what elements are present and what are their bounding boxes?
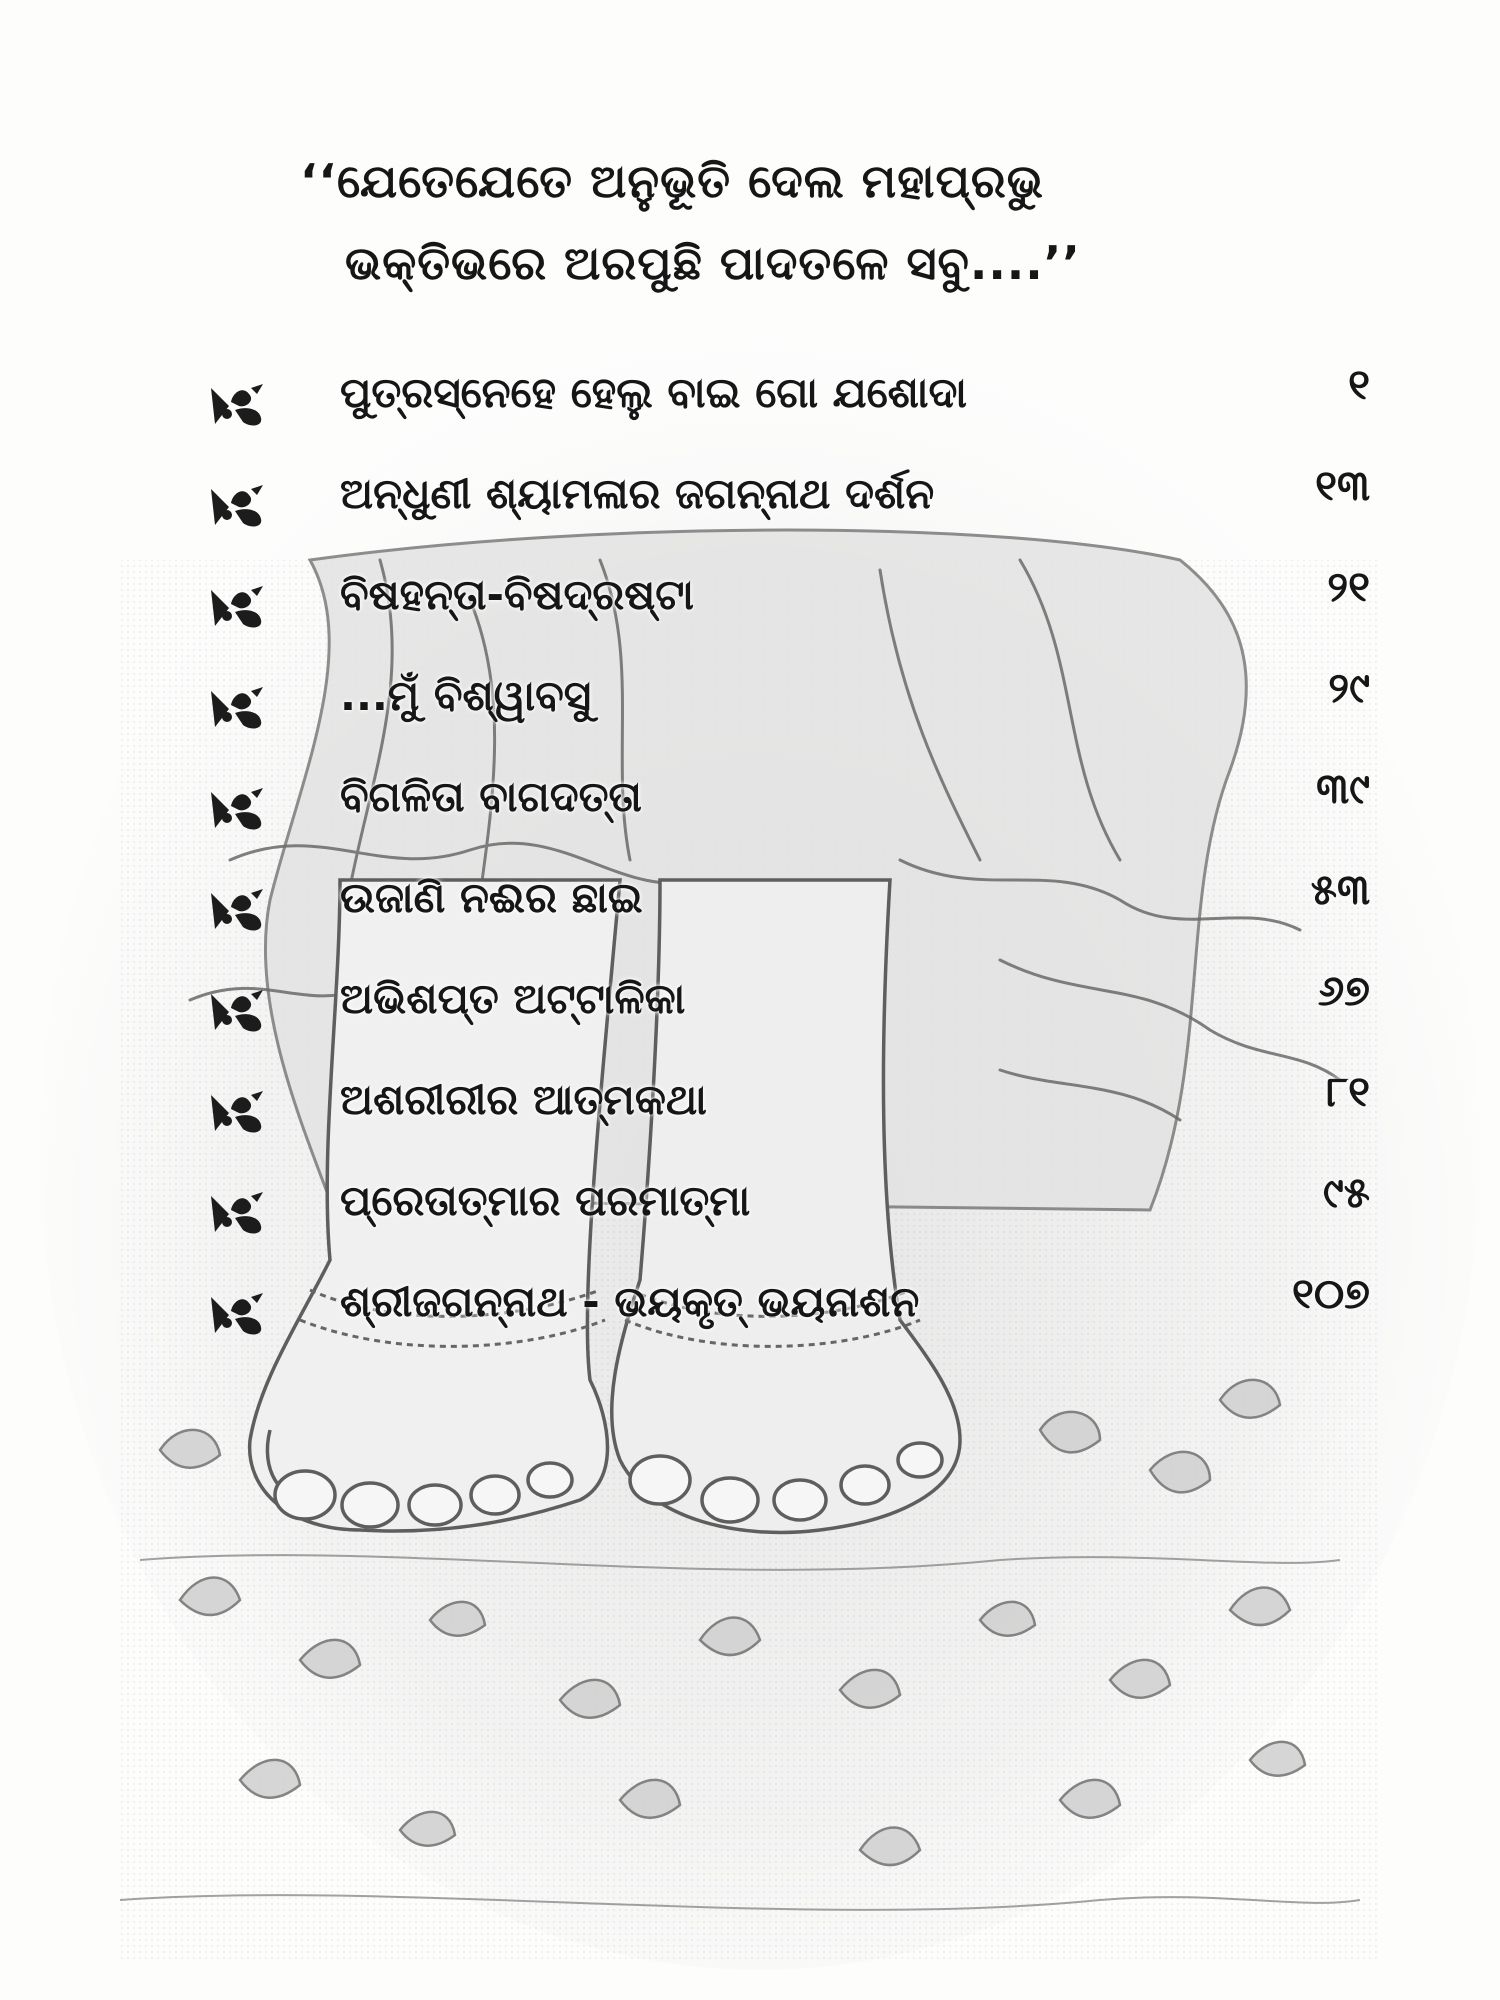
chapter-title: ଶ୍ରୀଜଗନ୍ନାଥ - ଭୟକୃତ୍ ଭୟନାଶନ [340,1277,920,1326]
chapter-title: ବିଷହନ୍ତା-ବିଷଦ୍ରଷ୍ଟା [340,570,694,619]
toc-row[interactable] [0,1158,1500,1259]
chapter-title: ଉଜାଣି ନଈର ଛାଇ [340,873,643,922]
floral-bullet-icon [205,582,267,634]
chapter-page-number: ୫୩ [1310,865,1370,914]
chapter-page-number: ୯୫ [1322,1168,1370,1217]
toc-row[interactable] [0,1259,1500,1360]
chapter-page-number: ୨୯ [1328,663,1370,712]
chapter-page-number: ୧ [1348,360,1370,409]
toc-row[interactable] [0,653,1500,754]
table-of-contents [0,350,1500,1360]
chapter-page-number: ୬୭ [1317,966,1370,1015]
chapter-page-number: ୩୯ [1316,764,1370,813]
epigraph [300,140,1120,304]
toc-row[interactable] [0,855,1500,956]
epigraph-line-2: ଭକ୍ତିଭରେ ଅରପୁଛି ପାଦତଳେ ସବୁ....’’ [345,236,1081,290]
chapter-title: ବିଗଳିତା ବାଗଦତ୍ତା [340,772,642,821]
chapter-page-number: ୧୩ [1315,461,1370,510]
chapter-title: ପୁତ୍ରସ୍ନେହେ ହେଲୁ ବାଇ ଗୋ ଯଶୋଦା [340,368,967,417]
chapter-title: ...ମୁଁ ବିଶ୍ୱାବସୁ [340,671,592,720]
chapter-page-number: ୮୧ [1326,1067,1370,1116]
chapter-title: ଅନ୍ଧୁଣୀ ଶ୍ୟାମଳାର ଜଗନ୍ନାଥ ଦର୍ଶନ [340,469,935,518]
floral-bullet-icon [205,885,267,937]
chapter-title: ପ୍ରେତାତ୍ମାର ପରମାତ୍ମା [340,1176,751,1225]
chapter-page-number: ୧୦୭ [1292,1269,1370,1318]
floral-bullet-icon [205,1087,267,1139]
chapter-page-number: ୨୧ [1327,562,1370,611]
floral-bullet-icon [205,481,267,533]
toc-row[interactable] [0,451,1500,552]
chapter-title: ଅଭିଶପ୍ତ ଅଟ୍ଟାଳିକା [340,974,686,1023]
chapter-title: ଅଶରୀରୀର ଆତ୍ମକଥା [340,1075,707,1124]
toc-row[interactable] [0,754,1500,855]
floral-bullet-icon [205,380,267,432]
toc-row[interactable] [0,350,1500,451]
floral-bullet-icon [205,1188,267,1240]
toc-row[interactable] [0,956,1500,1057]
toc-row[interactable] [0,552,1500,653]
floral-bullet-icon [205,1289,267,1341]
epigraph-line-1: ‘‘ଯେତେଯେତେ ଅନୁଭୂତି ଦେଲ ମହାପ୍ରଭୁ [300,154,1045,208]
floral-bullet-icon [205,784,267,836]
floral-bullet-icon [205,683,267,735]
toc-row[interactable] [0,1057,1500,1158]
floral-bullet-icon [205,986,267,1038]
